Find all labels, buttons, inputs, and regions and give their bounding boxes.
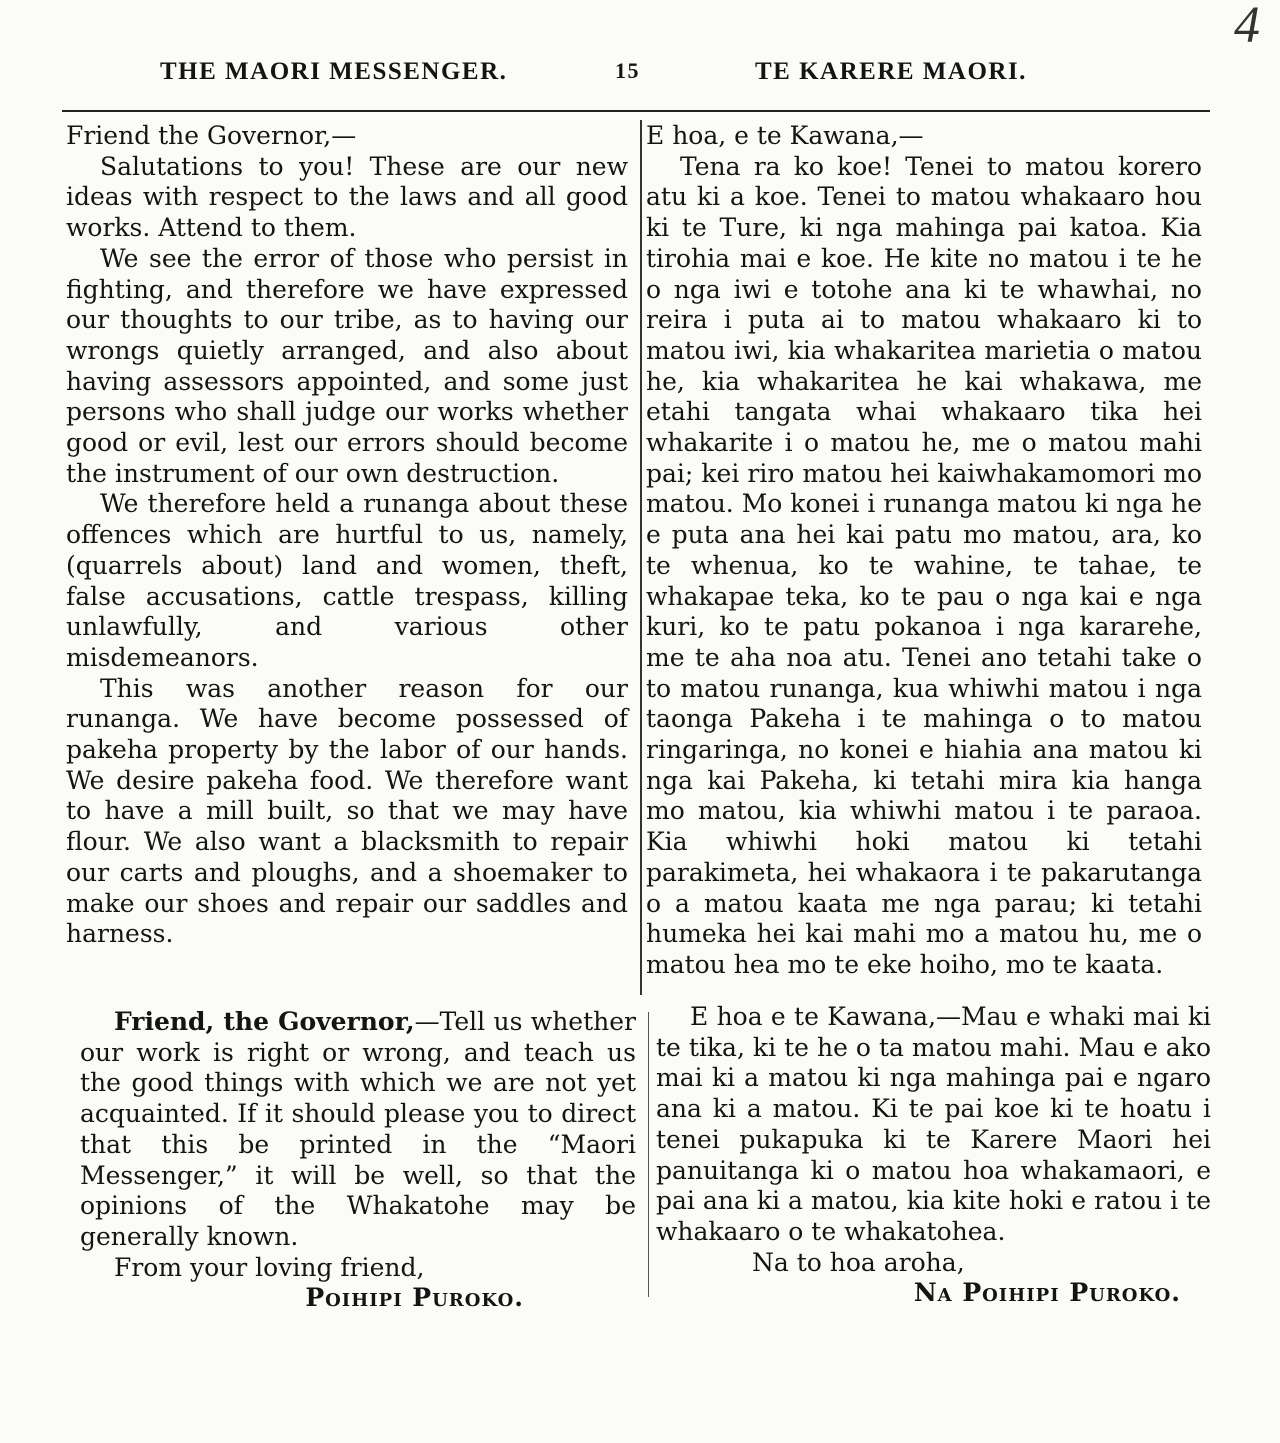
header-english-title: THE MAORI MESSENGER. bbox=[160, 58, 508, 85]
english-letter bbox=[66, 121, 628, 950]
english-paragraph-1: Salutations to you! These are our new ideas with respect to the laws and all good works. Attend to them. bbox=[66, 151, 628, 243]
english-paragraph-3: We therefore held a runanga about these offences which are hurtful to us, namely, (quarrels about) land and women, theft, false accusations, cattle trespass, killing unlawfully, and various other misdemeanors. bbox=[66, 489, 628, 672]
english-postscript bbox=[80, 1007, 636, 1314]
column-divider-lower bbox=[648, 1012, 649, 1297]
english-paragraph-4: This was another reason for our runanga. We have become possessed of pakeha property by the labor of our hands. We desire pakeha food. We therefore want to have a mill built, so that we may have flour. We also want a blacksmith to repair our carts and ploughs, and a shoemaker to make our shoes and repair our saddles and harness. bbox=[66, 673, 628, 949]
maori-signature: Na Poihipi Puroko. bbox=[913, 1278, 1181, 1308]
maori-postscript bbox=[656, 1002, 1211, 1309]
header-rule bbox=[62, 110, 1210, 112]
english-salutation: Friend the Governor,— bbox=[66, 121, 357, 150]
english-postscript-body bbox=[80, 1007, 636, 1253]
maori-letter bbox=[646, 121, 1202, 981]
maori-postscript-text: E hoa e te Kawana,—Mau e whaki mai ki te tika, ki te he o ta matou mahi. Mau e ako mai ki a matou ki nga mahinga pai e ngaro ana ki a matou. Ki te pai koe ki te hoatu i tenei pukapuka ki te Karere Maori hei panuitanga ki o matou hoa whakamaori, e pai ana ki a matou, kia kite hoki e ratou i te whakaaro o te whakatohea. bbox=[656, 1002, 1211, 1246]
maori-closing: Na to hoa aroha, bbox=[752, 1247, 965, 1277]
english-paragraph-2: We see the error of those who persist in fighting, and therefore we have expressed our thoughts to our tribe, as to having our wrongs quietly arranged, and also about having assessors appointed, and some just persons who shall judge our works whether good or evil, lest our errors should become the instrument of our own destruction. bbox=[66, 243, 628, 488]
page-number: 15 bbox=[615, 58, 640, 83]
maori-paragraph-1: Tena ra ko koe! Tenei to matou korero atu ki a koe. Tenei to matou whakaaro hou ki te Ture, ki nga mahinga pai katoa. Kia tirohia mai e koe. He kite no matou i te he o nga iwi e totohe ana ki te whawhai, no reira i puta ai to matou whakaaro ki to matou iwi, kia whakaritea marietia o matou he, kia whakaritea he kai whakawa, me etahi tangata whai whakaaro tika hei whakarite i o matou he, me o matou mahi pai; kei riro matou hei kaiwhakamomori mo matou. Mo konei i runanga matou ki nga he e puta ana hei kai patu mo matou, ara, ko te whenua, ko te wahine, te tahae, te whakapae teka, ko te pau o nga kai e nga kuri, ko te patu pokanoa i nga kararehe, me te aha noa atu. Tenei ano tetahi take o to matou runanga, kua whiwhi matou i nga taonga Pakeha i te mahinga o to matou ringaringa, no konei e hiahia ana matou ki nga kai Pakeha, ki tetahi mira kia hanga mo matou, kia whiwhi matou i te paraoa. Kia whiwhi hoki matou ki tetahi parakimeta, hei whakaora i te pakarutanga o a matou kaata me nga parau; ki tetahi humeka hei kai mahi mo a matou hu, me o matou hea mo te eke hoiho, mo te kaata. bbox=[646, 151, 1202, 979]
header-maori-title: TE KARERE MAORI. bbox=[755, 58, 1027, 85]
column-divider-upper bbox=[640, 120, 642, 995]
english-signature: Poihipi Puroko. bbox=[305, 1283, 524, 1313]
handwritten-page-mark: 4 bbox=[1234, 0, 1260, 54]
english-postscript-lead: Friend, the Governor, bbox=[114, 1007, 415, 1036]
english-postscript-text: —Tell us whether our work is right or wrong, and teach us the good things with which we are not yet acquainted. If it should please you to direct that this be printed in the “Maori Messenger,” it will be well, so that the opinions of the Whakatohe may be generally known. bbox=[80, 1007, 636, 1251]
maori-salutation: E hoa, e te Kawana,— bbox=[646, 121, 924, 150]
english-closing: From your loving friend, bbox=[114, 1252, 425, 1282]
